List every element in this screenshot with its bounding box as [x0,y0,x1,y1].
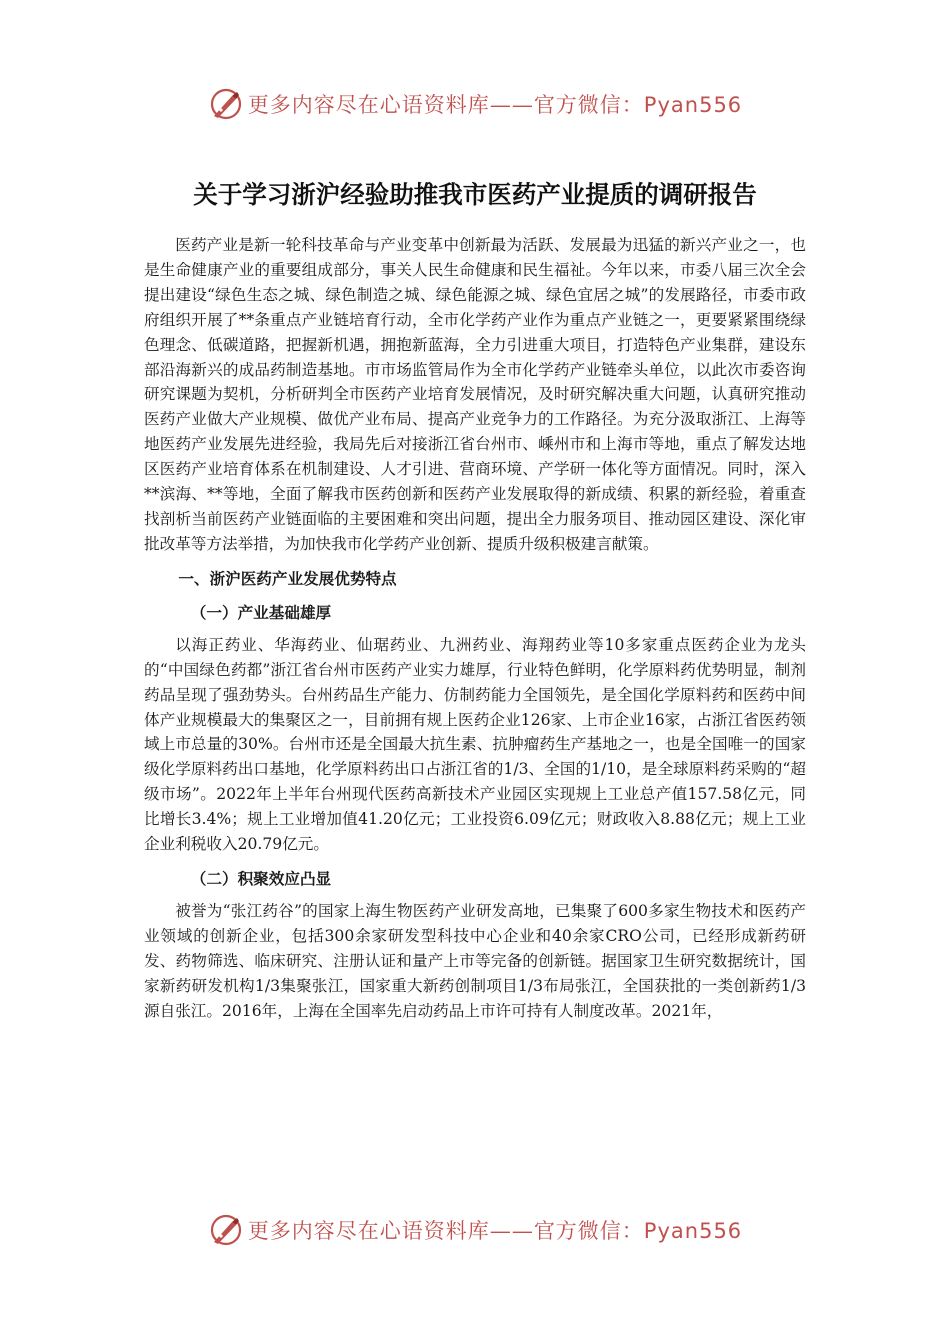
intro-paragraph: 医药产业是新一轮科技革命与产业变革中创新最为活跃、发展最为迅猛的新兴产业之一，也是生命健康产业的重要组成部分，事关人民生命健康和民生福祉。今年以来，市委八届三次全会提出建设“绿色生态之城、绿色制造之城、绿色能源之城、绿色宜居之城”的发展路径，市委市政府组织开展了**条重点产业链培育行动，全市化学药产业作为重点产业链之一，更要紧紧围绕绿色理念、低碳道路，把握新机遇，拥抱新蓝海，全力引进重大项目，打造特色产业集群，建设东部沿海新兴的成品药制造基地。市市场监管局作为全市化学药产业链牵头单位，以此次市委咨询研究课题为契机，分析研判全市医药产业培育发展情况，及时研究解决重大问题，认真研究推动医药产业做大产业规模、做优产业布局、提高产业竞争力的工作路径。为充分汲取浙江、上海等地医药产业发展先进经验，我局先后对接浙江省台州市、嵊州市和上海市等地，重点了解发达地区医药产业培育体系在机制建设、人才引进、营商环境、产学研一体化等方面情况。同时，深入**滨海、**等地，全面了解我市医药创新和医药产业发展取得的新成绩、积累的新经验，着重查找剖析当前医药产业链面临的主要困难和突出问题，提出全力服务项目、推动园区建设、深化审批改革等方法举措，为加快我市化学药产业创新、提质升级积极建言献策。 [144,236,806,553]
document-title: 关于学习浙沪经验助推我市医药产业提质的调研报告 [193,180,757,209]
subsection-heading-1: （一）产业基础雄厚 [190,603,332,622]
subsection-paragraph-2: 被誉为“张江药谷”的国家上海生物医药产业研发高地，已集聚了600多家生物技术和医药产业领域的创新企业，包括300余家研发型科技中心企业和40余家CRO公司，已经形成新药研发、药物筛选、临床研究、注册认证和量产上市等完备的创新链。据国家卫生研究数据统计，国家新药研发机构1/3集聚张江，国家重大新药创制项目1/3布局张江，全国获批的一类创新药1/3源自张江。2016年，上海在全国率先启动药品上市许可持有人制度改革。2021年， [144,901,806,1020]
watermark-text: 更多内容尽在心语资料库——官方微信：Pyan556 [247,93,743,117]
pen-logo-icon [208,1212,244,1248]
watermark-banner-top [0,84,950,124]
document-body [144,176,806,1023]
watermark-text: 更多内容尽在心语资料库——官方微信：Pyan556 [247,1219,743,1243]
pen-logo-icon [208,86,244,122]
subsection-heading-2: （二）积聚效应凸显 [190,869,332,888]
subsection-paragraph-1: 以海正药业、华海药业、仙琚药业、九洲药业、海翔药业等10多家重点医药企业为龙头的“中国绿色药都”浙江省台州市医药产业实力雄厚，行业特色鲜明，化学原料药优势明显，制剂药品呈现了强劲势头。台州药品生产能力、仿制药能力全国领先，是全国化学原料药和医药中间体产业规模最大的集聚区之一，目前拥有规上医药企业126家、上市企业16家，占浙江省医药领域上市总量的30%。台州市还是全国最大抗生素、抗肿瘤药生产基地之一，也是全国唯一的国家级化学原料药出口基地，化学原料药出口占浙江省的1/3、全国的1/10，是全球原料药采购的“超级市场”。2022年上半年台州现代医药高新技术产业园区实现规上工业总产值157.58亿元，同比增长3.4%；规上工业增加值41.20亿元；工业投资6.09亿元；财政收入8.88亿元；规上工业企业利税收入20.79亿元。 [144,635,806,854]
section-heading-1: 一、浙沪医药产业发展优势特点 [178,569,397,588]
watermark-banner-bottom [0,1210,950,1250]
